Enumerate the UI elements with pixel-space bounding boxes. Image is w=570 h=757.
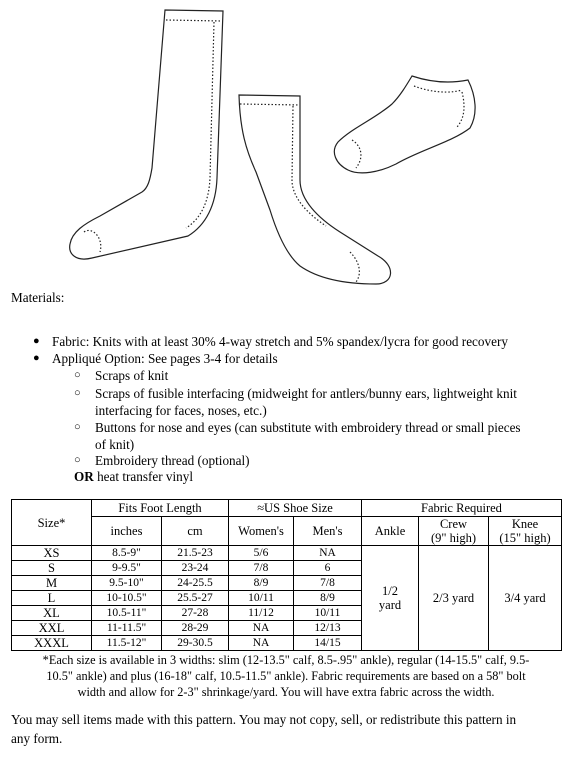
ankle-value-line1: 1/2 (382, 584, 398, 598)
mens-cell: 14/15 (294, 636, 362, 651)
footnote-line1: *Each size is available in 3 widths: slim (12-13.5" calf, 8.5-.95" ankle), regular (14-15.5" calf, 9.5- (42, 653, 530, 667)
bullet-icon: ● (33, 352, 40, 364)
womens-cell: NA (229, 636, 294, 651)
cm-header: cm (162, 517, 229, 546)
fabric-bullet-text: Fabric: Knits with at least 30% 4-way stretch and 5% spandex/lycra for good recovery (52, 334, 508, 349)
crew-fabric-cell: 2/3 yard (419, 546, 489, 651)
size-footnote (8, 652, 564, 700)
materials-heading: Materials: (11, 290, 65, 305)
inches-cell: 11-11.5" (92, 621, 162, 636)
crew-header (419, 517, 489, 546)
womens-cell: 11/12 (229, 606, 294, 621)
size-cell: XS (12, 546, 92, 561)
womens-cell: 7/8 (229, 561, 294, 576)
circle-bullet-icon: ○ (74, 421, 81, 433)
ankle-header: Ankle (362, 517, 419, 546)
applique-bullet-text: Appliqué Option: See pages 3-4 for details (52, 351, 278, 366)
crew-header-line2: (9" high) (430, 531, 477, 545)
knee-header-line2: (15" high) (499, 531, 551, 545)
womens-cell: 8/9 (229, 576, 294, 591)
interfacing-text-line1: Scraps of fusible interfacing (midweight for antlers/bunny ears, lightweight knit (95, 386, 517, 401)
bullet-icon: ● (33, 335, 40, 347)
vinyl-text: heat transfer vinyl (93, 469, 194, 484)
ankle-fabric-cell (362, 546, 419, 651)
cm-cell: 28-29 (162, 621, 229, 636)
crew-sock-illustration (239, 95, 391, 284)
cm-cell: 24-25.5 (162, 576, 229, 591)
size-cell: M (12, 576, 92, 591)
table-row (12, 546, 562, 561)
mens-cell: NA (294, 546, 362, 561)
cm-cell: 23-24 (162, 561, 229, 576)
cm-cell: 21.5-23 (162, 546, 229, 561)
or-vinyl-line (74, 468, 193, 485)
mens-header: Men's (294, 517, 362, 546)
size-cell: XL (12, 606, 92, 621)
footnote-line3: width and allow for 2-3" shrinkage/yard. You will have extra fabric across the width. (77, 685, 495, 699)
size-cell: L (12, 591, 92, 606)
cm-cell: 25.5-27 (162, 591, 229, 606)
license-line2: any form. (11, 731, 63, 746)
size-cell: XXL (12, 621, 92, 636)
circle-bullet-icon: ○ (74, 387, 81, 399)
license-line1: You may sell items made with this pattern. You may not copy, sell, or redistribute this pattern in (11, 712, 517, 727)
circle-bullet-icon: ○ (74, 454, 81, 466)
cm-cell: 27-28 (162, 606, 229, 621)
or-word: OR (74, 469, 94, 484)
us-shoe-size-header: ≈US Shoe Size (229, 500, 362, 517)
ankle-value-line2: yard (378, 598, 402, 612)
size-cell: S (12, 561, 92, 576)
womens-cell: 10/11 (229, 591, 294, 606)
knee-fabric-cell: 3/4 yard (489, 546, 562, 651)
buttons-text-line1: Buttons for nose and eyes (can substitute with embroidery thread or small pieces (95, 420, 521, 435)
mens-cell: 10/11 (294, 606, 362, 621)
inches-cell: 11.5-12" (92, 636, 162, 651)
inches-header: inches (92, 517, 162, 546)
size-cell: XXXL (12, 636, 92, 651)
mens-cell: 6 (294, 561, 362, 576)
ankle-sock-illustration (334, 76, 475, 173)
inches-cell: 9.5-10" (92, 576, 162, 591)
mens-cell: 7/8 (294, 576, 362, 591)
knee-sock-illustration (70, 10, 223, 259)
embroidery-text: Embroidery thread (optional) (95, 453, 250, 468)
inches-cell: 10-10.5" (92, 591, 162, 606)
fabric-required-header: Fabric Required (362, 500, 562, 517)
inches-cell: 9-9.5" (92, 561, 162, 576)
inches-cell: 8.5-9" (92, 546, 162, 561)
footnote-line2: 10.5" ankle) and plus (16-18" calf, 10.5-11.5" ankle). Fabric requirements are based on a 58" bolt (46, 669, 526, 683)
size-header: Size* (12, 500, 92, 546)
cm-cell: 29-30.5 (162, 636, 229, 651)
circle-bullet-icon: ○ (74, 369, 81, 381)
interfacing-text-line2: interfacing for faces, noses, etc.) (95, 403, 267, 418)
crew-header-line1: Crew (439, 517, 468, 531)
license-notice (11, 710, 561, 748)
fits-foot-length-header: Fits Foot Length (92, 500, 229, 517)
knee-header (489, 517, 562, 546)
womens-header: Women's (229, 517, 294, 546)
womens-cell: NA (229, 621, 294, 636)
womens-cell: 5/6 (229, 546, 294, 561)
buttons-text-line2: of knit) (95, 437, 135, 452)
size-chart-table (11, 499, 562, 651)
mens-cell: 12/13 (294, 621, 362, 636)
knee-header-line1: Knee (511, 517, 539, 531)
mens-cell: 8/9 (294, 591, 362, 606)
sock-illustrations (0, 0, 570, 290)
scraps-knit-text: Scraps of knit (95, 368, 169, 383)
inches-cell: 10.5-11" (92, 606, 162, 621)
